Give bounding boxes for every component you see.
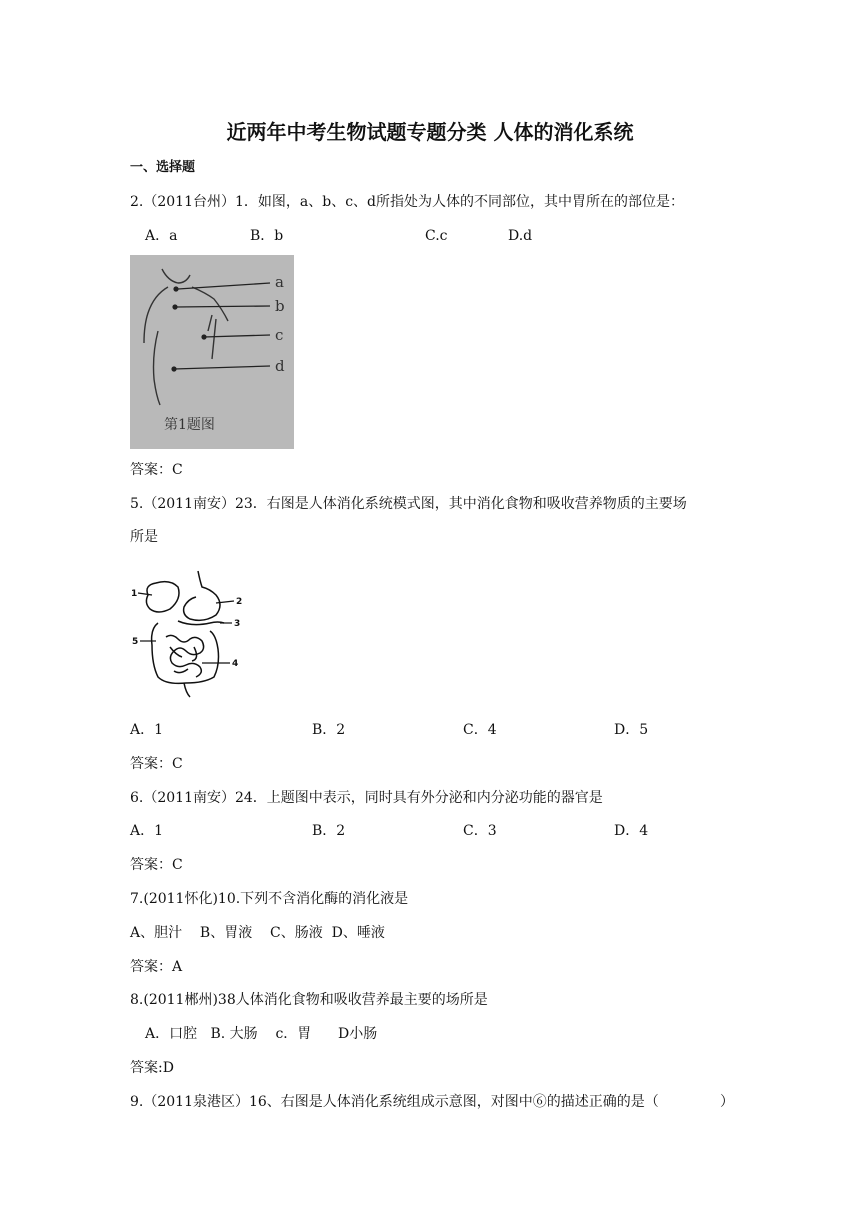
liver-shape [146,582,179,612]
question-3-answer: 答案：C [130,857,183,873]
figure-label-1: 1 [131,589,138,599]
pancreas-shape [178,621,224,625]
point-d-marker [171,366,176,371]
large-intestine-shape [152,623,219,683]
question-3-stem: 6.（2011南安）24．上题图中表示，同时具有外分泌和内分泌功能的器官是 [130,790,603,806]
figure-label-b: b [275,297,285,315]
question-2-option-d: D．5 [614,722,649,738]
question-5-answer: 答案:D [130,1060,174,1076]
question-2-stem-line-1: 5.（2011南安）23．右图是人体消化系统模式图，其中消化食物和吸收营养物质的主要场 [130,496,687,512]
question-2-stem-line-2: 所是 [130,529,158,545]
section-heading: 一、选择题 [130,160,196,175]
figure-label-5: 5 [132,637,139,647]
question-1-stem: 2.（2011台州）1．如图，a、b、c、d所指处为人体的不同部位，其中胃所在的部位是： [130,194,685,210]
digestive-system-figure [130,565,248,703]
point-c-marker [201,334,206,339]
figure-label-d: d [275,357,285,375]
question-2-option-a: A．1 [130,722,164,738]
question-5-stem: 8.(2011郴州)38人体消化食物和吸收营养最主要的场所是 [130,992,488,1008]
question-4-options: A、胆汁 B、胃液 C、肠液 D、唾液 [130,925,385,941]
question-6-stem: 9.（2011泉港区）16、右图是人体消化系统组成示意图，对图中⑥的描述正确的是（ [130,1094,659,1110]
pointer-line-1 [138,593,152,595]
page-title: 近两年中考生物试题专题分类 人体的消化系统 [226,120,634,144]
stomach-shape [184,571,220,620]
figure-caption: 第1题图 [164,417,215,433]
rectum-shape [184,683,190,697]
question-2-option-b: B．2 [312,722,346,738]
question-3-option-b: B．2 [312,823,346,839]
figure-label-2: 2 [236,597,243,607]
question-4-stem: 7.(2011怀化)10.下列不含消化酶的消化液是 [130,891,409,907]
point-b-marker [172,304,177,309]
body-diagram-figure [130,255,294,449]
question-6-answer-bracket: ） [720,1094,734,1110]
figure-label-4: 4 [232,659,239,669]
figure-label-a: a [275,273,284,291]
figure-label-c: c [275,326,284,344]
question-1-option-d: D.d [508,228,533,244]
question-3-option-d: D．4 [614,823,649,839]
question-1-option-a: A．a [145,228,178,244]
question-5-options: A．口腔 B. 大肠 c．胃 D小肠 [145,1026,378,1042]
question-3-option-a: A．1 [130,823,164,839]
question-4-answer: 答案：A [130,959,183,975]
question-1-option-c: C.c [425,228,448,244]
question-1-answer: 答案：C [130,462,183,478]
question-1-option-b: B．b [250,228,284,244]
question-2-option-c: C．4 [463,722,497,738]
small-intestine-folds [170,647,197,673]
question-2-answer: 答案：C [130,756,183,772]
figure-label-3: 3 [234,619,241,629]
question-3-option-c: C．3 [463,823,497,839]
point-a-marker [173,286,178,291]
